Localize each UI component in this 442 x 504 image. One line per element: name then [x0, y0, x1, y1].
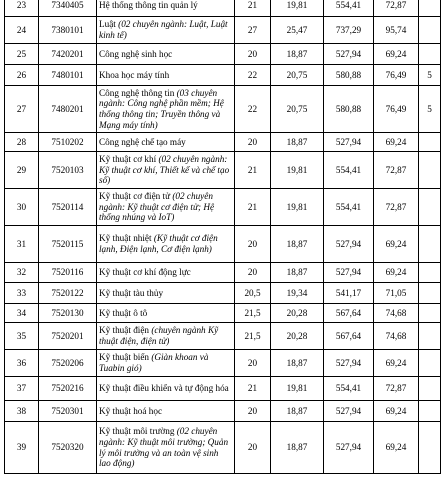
note-value	[419, 283, 441, 304]
major-name-main: Luật	[99, 19, 116, 30]
note-value	[419, 323, 441, 350]
score-value-2: 25,47	[271, 17, 324, 44]
major-name-main: Kỹ thuật cơ khí động lực	[99, 267, 191, 278]
score-value-2: 18,87	[271, 133, 324, 152]
score-value-4: 69,24	[374, 44, 419, 65]
major-code: 7520201	[39, 323, 97, 350]
table-row	[5, 86, 441, 133]
score-value-3: 554,41	[324, 189, 374, 226]
major-name-main: Kỹ thuật tàu thủy	[99, 287, 164, 298]
major-code: 7510202	[39, 133, 97, 152]
major-code: 7520103	[39, 152, 97, 189]
table-row	[5, 283, 441, 304]
major-name-main: Công nghệ thông tin	[99, 87, 175, 98]
major-name-main: Kỹ thuật cơ điện tử	[99, 191, 171, 202]
major-name-main: Kỹ thuật biển	[99, 352, 150, 363]
score-value-4: 76,49	[374, 65, 419, 86]
score-value-3: 527,94	[324, 350, 374, 377]
note-value: 5	[419, 86, 441, 133]
score-value-2: 19,34	[271, 283, 324, 304]
major-name	[97, 17, 235, 44]
major-name-detail: (Kỹ thuật cơ điện lạnh, Điện lạnh, Cơ điện lạnh)	[99, 233, 218, 254]
score-value-1: 21,5	[235, 323, 271, 350]
score-value-1: 20	[235, 422, 271, 474]
row-number: 31	[5, 226, 39, 263]
score-value-3: 580,88	[324, 65, 374, 86]
major-code: 7520301	[39, 401, 97, 422]
score-value-4: 72,87	[374, 0, 419, 17]
table-body	[5, 0, 441, 474]
score-value-1: 21	[235, 189, 271, 226]
score-value-2: 18,87	[271, 422, 324, 474]
major-code: 7520320	[39, 422, 97, 474]
row-number: 24	[5, 17, 39, 44]
major-name	[97, 401, 235, 422]
table-row	[5, 350, 441, 377]
row-number: 25	[5, 44, 39, 65]
score-value-2: 19,81	[271, 377, 324, 401]
major-name	[97, 152, 235, 189]
score-value-1: 22	[235, 65, 271, 86]
score-value-3: 737,29	[324, 17, 374, 44]
major-code: 7520115	[39, 226, 97, 263]
major-code: 7520114	[39, 189, 97, 226]
score-value-4: 71,05	[374, 283, 419, 304]
score-value-2: 20,75	[271, 65, 324, 86]
score-value-1: 21	[235, 152, 271, 189]
table-row	[5, 304, 441, 323]
score-value-3: 554,41	[324, 152, 374, 189]
major-name-main: Kỹ thuật điều khiển và tự động hóa	[99, 383, 229, 394]
score-value-1: 20	[235, 133, 271, 152]
score-value-2: 19,81	[271, 189, 324, 226]
table-row	[5, 133, 441, 152]
major-name	[97, 283, 235, 304]
table-row	[5, 0, 441, 17]
major-name	[97, 86, 235, 133]
major-name-detail: (02 chuyên ngành: Luật, Luật kinh tế)	[99, 19, 228, 40]
score-value-4: 69,24	[374, 350, 419, 377]
major-name-main: Kỹ thuật nhiệt	[99, 233, 152, 244]
score-value-1: 20,5	[235, 283, 271, 304]
major-name	[97, 377, 235, 401]
major-name-main: Công nghệ chế tạo máy	[99, 136, 186, 147]
table-row	[5, 401, 441, 422]
score-value-3: 527,94	[324, 263, 374, 283]
note-value	[419, 226, 441, 263]
row-number: 38	[5, 401, 39, 422]
score-value-1: 20	[235, 263, 271, 283]
major-name-detail: (Giàn khoan và Tuabin gió)	[99, 352, 209, 373]
score-value-2: 19,81	[271, 152, 324, 189]
score-value-4: 72,87	[374, 189, 419, 226]
note-value	[419, 263, 441, 283]
major-name	[97, 323, 235, 350]
major-name	[97, 263, 235, 283]
score-value-1: 20	[235, 226, 271, 263]
score-value-3: 580,88	[324, 86, 374, 133]
score-value-2: 18,87	[271, 263, 324, 283]
major-code: 7520130	[39, 304, 97, 323]
row-number: 28	[5, 133, 39, 152]
table-row	[5, 226, 441, 263]
score-value-3: 527,94	[324, 133, 374, 152]
note-value	[419, 0, 441, 17]
major-name	[97, 304, 235, 323]
major-code: 7520206	[39, 350, 97, 377]
score-value-4: 74,68	[374, 323, 419, 350]
score-value-2: 18,87	[271, 226, 324, 263]
note-value	[419, 152, 441, 189]
score-value-4: 69,24	[374, 422, 419, 474]
major-name-detail: (02 chuyên ngành: Kỹ thuật môi trường; Quản lý môi trường và an toàn vệ sinh lao động)	[99, 426, 229, 469]
score-value-1: 22	[235, 86, 271, 133]
score-value-4: 72,87	[374, 152, 419, 189]
major-name-main: Kỹ thuật cơ khí	[99, 154, 157, 165]
score-value-2: 18,87	[271, 44, 324, 65]
score-value-4: 69,24	[374, 226, 419, 263]
major-name-main: Kỹ thuật ô tô	[99, 307, 148, 318]
major-code: 7340405	[39, 0, 97, 17]
table-row	[5, 17, 441, 44]
note-value	[419, 422, 441, 474]
table-row	[5, 44, 441, 65]
score-value-2: 20,28	[271, 323, 324, 350]
row-number: 32	[5, 263, 39, 283]
row-number: 26	[5, 65, 39, 86]
row-number: 29	[5, 152, 39, 189]
note-value	[419, 401, 441, 422]
row-number: 35	[5, 323, 39, 350]
major-name-main: Khoa học máy tính	[99, 69, 170, 80]
row-number: 30	[5, 189, 39, 226]
major-code: 7520216	[39, 377, 97, 401]
score-value-3: 527,94	[324, 422, 374, 474]
table-row	[5, 189, 441, 226]
major-name	[97, 350, 235, 377]
table-row	[5, 377, 441, 401]
major-name-detail: (02 chuyên ngành: Kỹ thuật cơ khí, Thiết kế và chế tạo số)	[99, 154, 230, 186]
admission-score-table	[4, 0, 441, 474]
score-value-1: 21	[235, 377, 271, 401]
major-name	[97, 65, 235, 86]
major-name-main: Công nghệ sinh học	[99, 48, 173, 59]
score-value-2: 18,87	[271, 401, 324, 422]
score-value-3: 541,17	[324, 283, 374, 304]
row-number: 33	[5, 283, 39, 304]
score-value-4: 76,49	[374, 86, 419, 133]
score-value-3: 527,94	[324, 226, 374, 263]
major-name-main: Hệ thống thông tin quản lý	[99, 0, 198, 11]
table-row	[5, 65, 441, 86]
major-name	[97, 0, 235, 17]
score-value-2: 18,87	[271, 350, 324, 377]
major-code: 7480201	[39, 86, 97, 133]
note-value: 5	[419, 65, 441, 86]
table-row	[5, 152, 441, 189]
major-code: 7480101	[39, 65, 97, 86]
score-value-1: 20	[235, 401, 271, 422]
major-name	[97, 189, 235, 226]
score-value-3: 554,41	[324, 0, 374, 17]
major-name-detail: (03 chuyên ngành: Công nghệ phần mềm; Hệ thống thông tin; Truyền thông và Mạng máy tính)	[99, 87, 224, 130]
score-value-1: 21,5	[235, 304, 271, 323]
note-value	[419, 17, 441, 44]
major-code: 7520122	[39, 283, 97, 304]
score-value-2: 19,81	[271, 0, 324, 17]
score-value-1: 21	[235, 0, 271, 17]
row-number: 37	[5, 377, 39, 401]
score-value-3: 567,64	[324, 323, 374, 350]
table-row	[5, 323, 441, 350]
major-name	[97, 44, 235, 65]
row-number: 39	[5, 422, 39, 474]
major-code: 7380101	[39, 17, 97, 44]
score-value-4: 72,87	[374, 377, 419, 401]
score-value-4: 69,24	[374, 263, 419, 283]
score-value-2: 20,75	[271, 86, 324, 133]
score-value-1: 27	[235, 17, 271, 44]
note-value	[419, 44, 441, 65]
score-value-3: 527,94	[324, 44, 374, 65]
major-code: 7420201	[39, 44, 97, 65]
table-row	[5, 263, 441, 283]
row-number: 34	[5, 304, 39, 323]
score-value-1: 20	[235, 350, 271, 377]
score-value-3: 567,64	[324, 304, 374, 323]
note-value	[419, 377, 441, 401]
row-number: 23	[5, 0, 39, 17]
score-value-4: 74,68	[374, 304, 419, 323]
major-name	[97, 226, 235, 263]
note-value	[419, 350, 441, 377]
score-value-1: 20	[235, 44, 271, 65]
table-row	[5, 422, 441, 474]
note-value	[419, 133, 441, 152]
score-value-4: 69,24	[374, 401, 419, 422]
row-number: 36	[5, 350, 39, 377]
major-name-main: Kỹ thuật môi trường	[99, 426, 175, 437]
major-code: 7520116	[39, 263, 97, 283]
score-value-3: 527,94	[324, 401, 374, 422]
major-name-detail: (chuyên ngành Kỹ thuật điện, điện tử)	[99, 325, 219, 346]
score-value-4: 95,74	[374, 17, 419, 44]
note-value	[419, 304, 441, 323]
note-value	[419, 189, 441, 226]
score-value-2: 20,28	[271, 304, 324, 323]
score-value-4: 69,24	[374, 133, 419, 152]
major-name	[97, 133, 235, 152]
row-number: 27	[5, 86, 39, 133]
major-name	[97, 422, 235, 474]
major-name-main: Kỹ thuật điện	[99, 325, 150, 336]
major-name-detail: (02 chuyên ngành: Kỹ thuật cơ điện tử; Hệ thống nhúng và IoT)	[99, 191, 215, 223]
major-name-main: Kỹ thuật hoá học	[99, 405, 163, 416]
score-value-3: 554,41	[324, 377, 374, 401]
